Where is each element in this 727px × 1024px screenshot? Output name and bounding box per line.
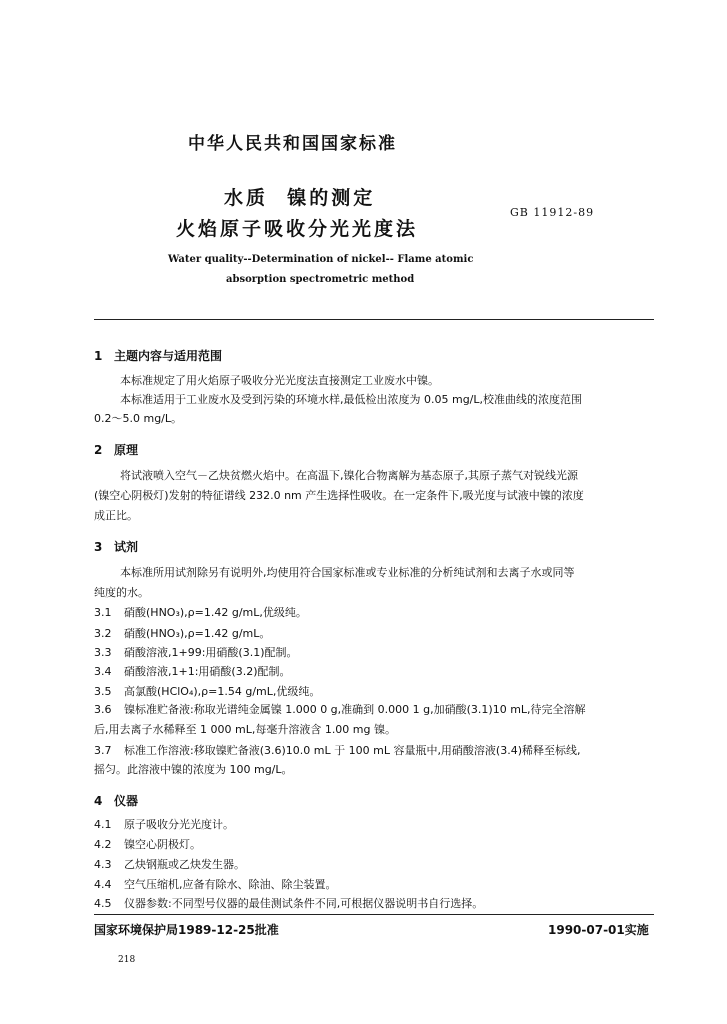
section-1-number: 1 (94, 349, 103, 363)
reagent-item-text: 硝酸溶液,1+99:用硝酸(3.1)配制。 (124, 646, 298, 659)
instrument-item (94, 818, 234, 832)
reagent-item-number: 3.4 (94, 665, 112, 678)
section-2-line-1: 将试液喷入空气－乙炔贫燃火焰中。在高温下,镍化合物离解为基态原子,其原子蒸气对锐线光源 (120, 469, 578, 482)
reagent-item (94, 627, 270, 641)
reagent-item (94, 685, 320, 699)
reagent-item-number: 3.5 (94, 685, 112, 698)
instrument-item-number: 4.5 (94, 897, 112, 910)
title-line-2: 火焰原子吸收分光光度法 (176, 218, 419, 240)
section-2-line-3: 成正比。 (94, 509, 138, 522)
reagent-item-number: 3.2 (94, 627, 112, 640)
section-2-number: 2 (94, 443, 103, 457)
reagent-item-text: 硝酸(HNO₃),ρ=1.42 g/mL,优级纯。 (124, 606, 307, 619)
section-4-heading (94, 792, 138, 809)
section-2-heading (94, 441, 138, 458)
section-3-title: 试剂 (114, 540, 139, 554)
instrument-item (94, 858, 245, 872)
section-3-heading (94, 538, 138, 555)
reagent-item-text: 镍标准贮备液:称取光谱纯金属镍 1.000 0 g,准确到 0.000 1 g,加硝酸(3.1)10 mL,待完全溶解 (124, 703, 586, 716)
reagent-item-text: 硝酸(HNO₃),ρ=1.42 g/mL。 (124, 627, 271, 640)
instrument-item-text: 空气压缩机,应备有除水、除油、除尘装置。 (124, 878, 337, 891)
section-1-title: 主题内容与适用范围 (114, 349, 223, 363)
instrument-item-text: 仪器参数:不同型号仪器的最佳测试条件不同,可根据仪器说明书自行选择。 (124, 897, 484, 910)
english-title-line-2: absorption spectrometric method (226, 274, 415, 285)
issuing-body: 中华人民共和国国家标准 (188, 134, 397, 154)
section-3-line-1: 本标准所用试剂除另有说明外,均使用符合国家标准或专业标准的分析纯试剂和去离子水或同等 (120, 566, 575, 579)
reagent-item-number: 3.3 (94, 646, 112, 659)
reagent-item (94, 606, 307, 620)
reagent-item-text: 高氯酸(HClO₄),ρ=1.54 g/mL,优级纯。 (124, 685, 321, 698)
reagent-item-3-7 (94, 744, 581, 758)
reagent-item-text: 硝酸溶液,1+1:用硝酸(3.2)配制。 (124, 665, 291, 678)
english-title-line-1: Water quality--Determination of nickel-- Flame atomic (168, 254, 474, 265)
reagent-item-3-6 (94, 703, 586, 717)
instrument-item-text: 原子吸收分光光度计。 (124, 818, 234, 831)
page-number: 218 (118, 955, 136, 965)
reagent-item-3-6-continued: 后,用去离子水稀释至 1 000 mL,每毫升溶液含 1.00 mg 镍。 (94, 723, 396, 736)
section-1-paragraph-1: 本标准规定了用火焰原子吸收分光光度法直接测定工业废水中镍。 (120, 374, 439, 387)
header-divider (94, 319, 654, 320)
reagent-item-text: 标准工作溶液:移取镍贮备液(3.6)10.0 mL 于 100 mL 容量瓶中,用硝酸溶液(3.4)稀释至标线, (124, 744, 581, 757)
section-1-paragraph-2-line-2: 0.2～5.0 mg/L。 (94, 412, 183, 425)
approval-line: 国家环境保护局1989-12-25批准 (94, 923, 279, 937)
reagent-item-number: 3.1 (94, 606, 112, 619)
section-1-heading (94, 347, 222, 364)
instrument-item-text: 乙炔钢瓶或乙炔发生器。 (124, 858, 245, 871)
instrument-item-text: 镍空心阴极灯。 (124, 838, 201, 851)
section-1-paragraph-2-line-1: 本标准适用于工业废水及受到污染的环境水样,最低检出浓度为 0.05 mg/L,校准曲线的浓度范围 (120, 393, 583, 406)
reagent-item-3-7-continued: 摇匀。此溶液中镍的浓度为 100 mg/L。 (94, 763, 293, 776)
section-4-number: 4 (94, 794, 103, 808)
reagent-item-number: 3.7 (94, 744, 112, 757)
standard-number: GB 11912-89 (510, 206, 595, 219)
effective-date: 1990-07-01实施 (548, 923, 649, 937)
section-3-line-2: 纯度的水。 (94, 586, 149, 599)
instrument-item (94, 897, 483, 911)
reagent-item-number: 3.6 (94, 703, 112, 716)
instrument-item-number: 4.4 (94, 878, 112, 891)
section-3-number: 3 (94, 540, 103, 554)
instrument-item-number: 4.3 (94, 858, 112, 871)
section-2-title: 原理 (114, 443, 139, 457)
reagent-item (94, 646, 298, 660)
instrument-item-number: 4.2 (94, 838, 112, 851)
instrument-item-number: 4.1 (94, 818, 112, 831)
instrument-item (94, 878, 337, 892)
footer-divider (94, 914, 654, 915)
title-line-1: 水质 镍的测定 (224, 187, 376, 209)
instrument-item (94, 838, 201, 852)
reagent-item (94, 665, 291, 679)
section-2-line-2: (镍空心阴极灯)发射的特征谱线 232.0 nm 产生选择性吸收。在一定条件下,吸光度与试液中镍的浓度 (94, 489, 584, 502)
section-4-title: 仪器 (114, 794, 139, 808)
